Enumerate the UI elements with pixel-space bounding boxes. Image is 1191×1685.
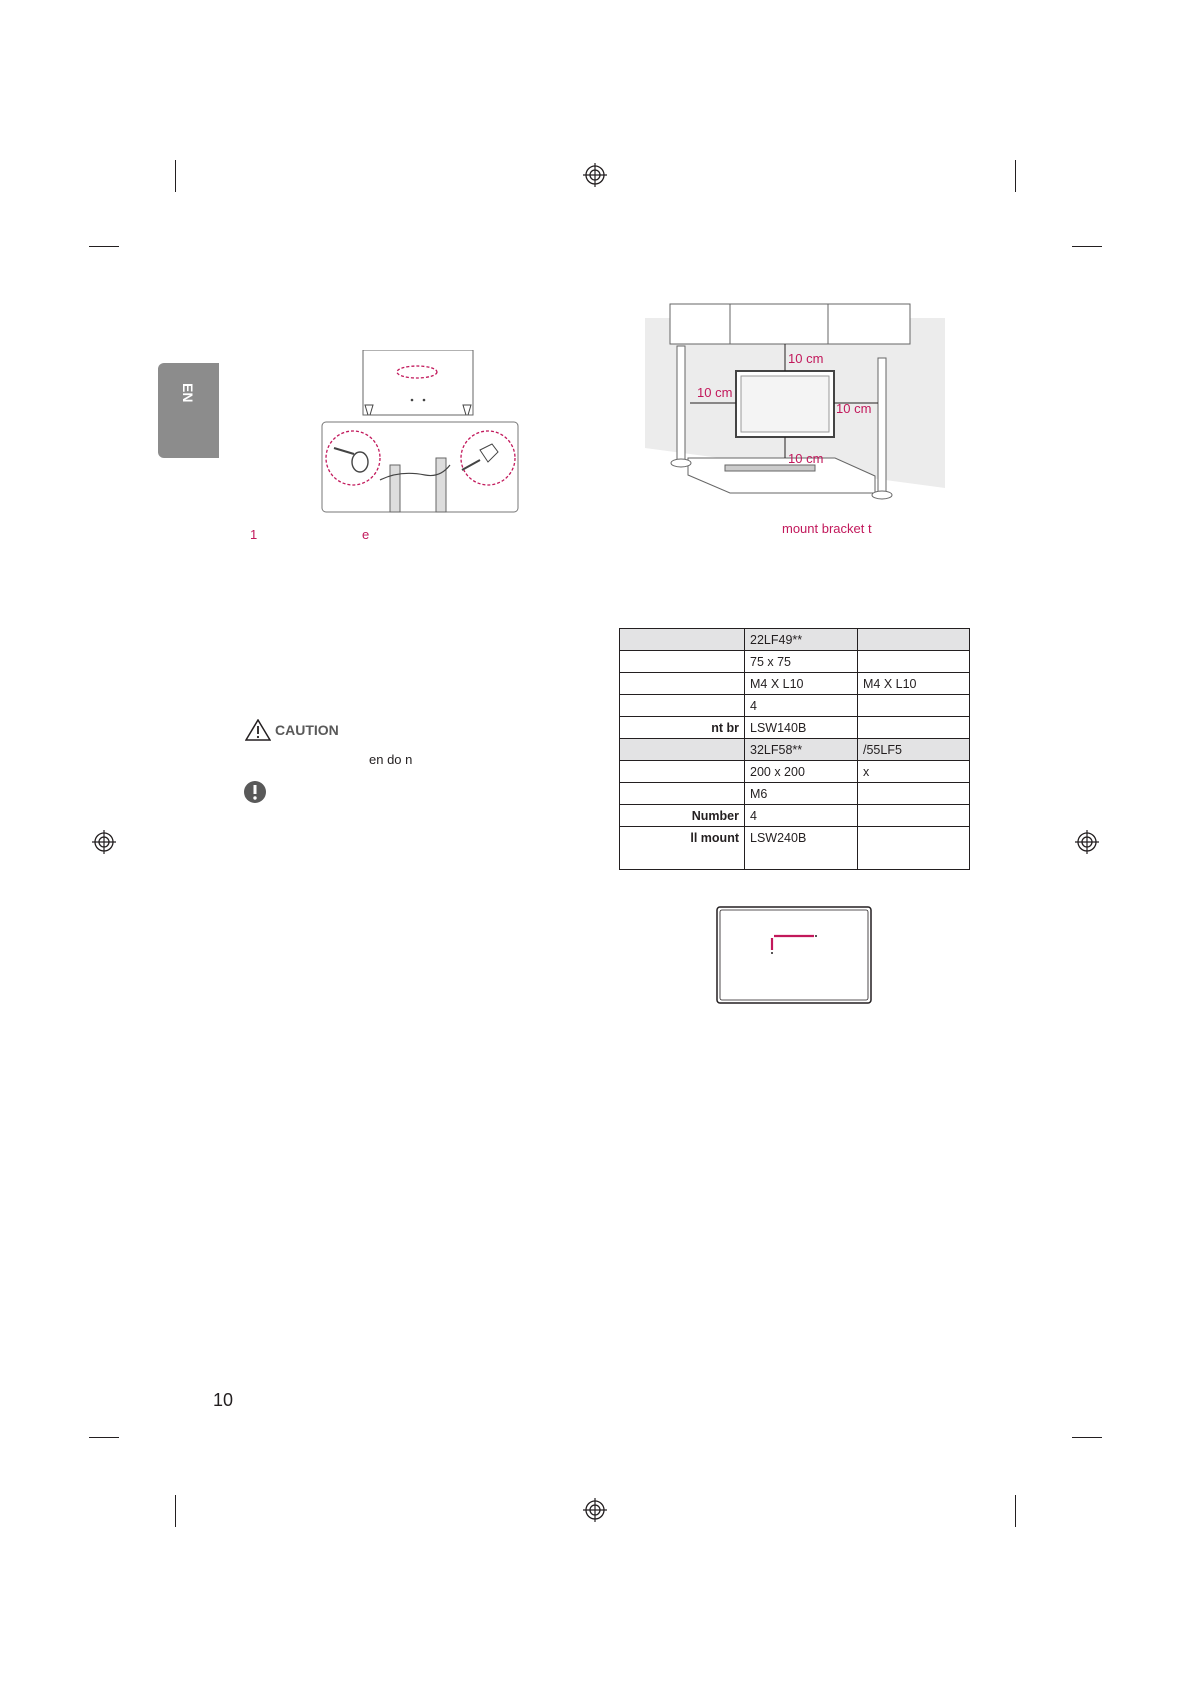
spec-table-cell: 22LF49** — [745, 629, 858, 651]
wall-mount-spec-table — [619, 628, 970, 870]
language-tab-label: EN — [180, 383, 196, 403]
spec-table-cell: ll mount — [620, 827, 745, 870]
spec-table-cell: nt br — [620, 717, 745, 739]
spec-table-cell: LSW240B — [745, 827, 858, 870]
warning-triangle-icon — [245, 719, 271, 741]
clearance-label-right: 10 cm — [836, 401, 872, 416]
spec-table-cell — [858, 783, 970, 805]
spec-table-cell: 32LF58** — [745, 739, 858, 761]
clearance-label-left: 10 cm — [697, 385, 733, 400]
crop-mark-top-left-vertical — [175, 160, 176, 192]
wall-mount-clearance-illustration — [640, 298, 950, 503]
spec-table-cell — [858, 717, 970, 739]
spec-table-row — [620, 629, 970, 651]
registration-mark-icon — [583, 1498, 607, 1522]
spec-table-cell — [620, 761, 745, 783]
spec-table-cell — [620, 673, 745, 695]
crop-mark-right-top-horizontal — [1072, 246, 1102, 247]
spec-table-cell: LSW140B — [745, 717, 858, 739]
spec-table-row — [620, 673, 970, 695]
spec-table-cell — [858, 695, 970, 717]
spec-table-cell — [858, 827, 970, 870]
spec-table-cell — [858, 629, 970, 651]
spec-table-cell: /55LF5 — [858, 739, 970, 761]
spec-table-row — [620, 827, 970, 870]
spec-table-cell — [620, 739, 745, 761]
registration-mark-icon — [92, 830, 116, 854]
spec-table-cell: 75 x 75 — [745, 651, 858, 673]
spec-table-cell: M6 — [745, 783, 858, 805]
spec-table-row — [620, 651, 970, 673]
spec-table-cell: 4 — [745, 805, 858, 827]
spec-table-row — [620, 783, 970, 805]
spec-table-row — [620, 739, 970, 761]
vesa-hole-diagram — [716, 906, 872, 1004]
registration-mark-icon — [1075, 830, 1099, 854]
spec-table-cell — [620, 695, 745, 717]
crop-mark-bottom-left-vertical — [175, 1495, 176, 1527]
spec-table-cell — [858, 651, 970, 673]
clearance-label-top: 10 cm — [788, 351, 824, 366]
caution-heading: CAUTION — [275, 722, 339, 738]
spec-table-cell: 200 x 200 — [745, 761, 858, 783]
crop-mark-right-bottom-horizontal — [1072, 1437, 1102, 1438]
page-number: 10 — [213, 1390, 234, 1410]
crop-mark-left-bottom-horizontal — [89, 1437, 119, 1438]
crop-mark-top-right-vertical — [1015, 160, 1016, 192]
spec-table-cell: M4 X L10 — [858, 673, 970, 695]
language-tab — [158, 363, 219, 458]
right-caption-fragment: mount bracket t — [782, 521, 872, 536]
left-caption-number: 1 — [250, 527, 258, 542]
spec-table-cell — [620, 651, 745, 673]
crop-mark-left-top-horizontal — [89, 246, 119, 247]
left-caption-fragment: e — [362, 527, 370, 542]
spec-table-row — [620, 695, 970, 717]
spec-table-cell — [620, 629, 745, 651]
note-icon — [243, 780, 267, 804]
clearance-label-bottom: 10 cm — [788, 451, 824, 466]
spec-table-cell: M4 X L10 — [745, 673, 858, 695]
spec-table-cell: 4 — [745, 695, 858, 717]
registration-mark-icon — [583, 163, 607, 187]
spec-table-cell — [858, 805, 970, 827]
spec-table-cell — [620, 783, 745, 805]
crop-mark-bottom-right-vertical — [1015, 1495, 1016, 1527]
spec-table-row — [620, 805, 970, 827]
spec-table-cell: Number — [620, 805, 745, 827]
caution-text-fragment: en do n — [369, 752, 413, 767]
spec-table-row — [620, 717, 970, 739]
spec-table-row — [620, 761, 970, 783]
spec-table-cell: x — [858, 761, 970, 783]
tv-wall-securing-illustration — [320, 350, 520, 515]
